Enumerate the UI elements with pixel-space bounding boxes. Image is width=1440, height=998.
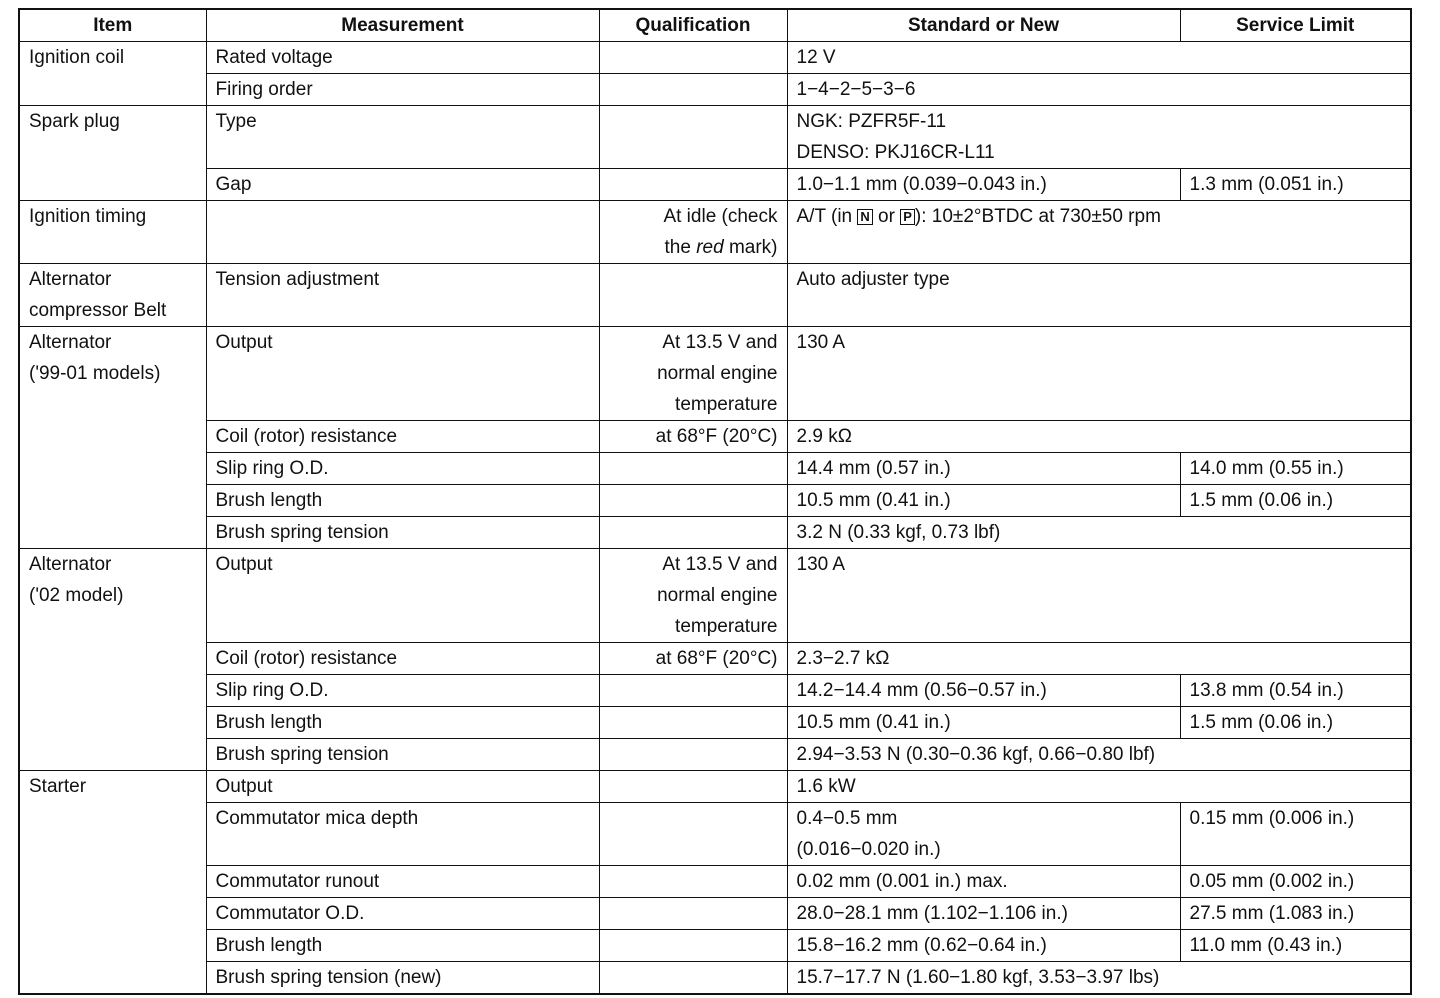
- standard-cell: 1.0−1.1 mm (0.039−0.043 in.): [787, 169, 1180, 201]
- standard-cell: 15.7−17.7 N (1.60−1.80 kgf, 3.53−3.97 lbs): [787, 962, 1411, 995]
- standard-cell: 1.6 kW: [787, 771, 1411, 803]
- neutral-gear-icon: N: [857, 209, 872, 225]
- qualification-cell: [599, 74, 787, 106]
- measurement-cell: Type: [206, 106, 599, 169]
- standard-cell: 0.02 mm (0.001 in.) max.: [787, 866, 1180, 898]
- measurement-cell: Gap: [206, 169, 599, 201]
- measurement-cell: Output: [206, 549, 599, 643]
- standard-cell: 2.3−2.7 kΩ: [787, 643, 1411, 675]
- table-row: [19, 201, 1411, 264]
- service-limit-cell: 0.15 mm (0.006 in.): [1180, 803, 1411, 866]
- qualification-cell: [599, 169, 787, 201]
- measurement-cell: Rated voltage: [206, 42, 599, 74]
- standard-cell: 130 A: [787, 549, 1411, 643]
- qualification-cell: [599, 264, 787, 327]
- qualification-cell: [599, 675, 787, 707]
- item-cell: Ignition timing: [19, 201, 206, 264]
- spec-table: [18, 8, 1412, 995]
- qualification-cell: at 68°F (20°C): [599, 643, 787, 675]
- qualification-cell: [599, 201, 787, 264]
- service-limit-cell: 1.5 mm (0.06 in.): [1180, 485, 1411, 517]
- table-row: [19, 453, 1411, 485]
- measurement-cell: Coil (rotor) resistance: [206, 421, 599, 453]
- qualification-cell: [599, 739, 787, 771]
- table-row: [19, 74, 1411, 106]
- service-limit-cell: 13.8 mm (0.54 in.): [1180, 675, 1411, 707]
- table-row: [19, 643, 1411, 675]
- standard-cell: 28.0−28.1 mm (1.102−1.106 in.): [787, 898, 1180, 930]
- table-row: [19, 707, 1411, 739]
- table-row: [19, 421, 1411, 453]
- qualification-cell: At 13.5 V and normal engine temperature: [599, 327, 787, 421]
- standard-cell: 1−4−2−5−3−6: [787, 74, 1411, 106]
- standard-cell: 10.5 mm (0.41 in.): [787, 485, 1180, 517]
- qualification-cell: [599, 517, 787, 549]
- table-row: [19, 866, 1411, 898]
- measurement-cell: Commutator O.D.: [206, 898, 599, 930]
- standard-text: ): 10±2°BTDC at 730±50 rpm: [914, 206, 1161, 227]
- qualification-cell: [599, 771, 787, 803]
- header-qualification: Qualification: [599, 9, 787, 42]
- header-service-limit: Service Limit: [1180, 9, 1411, 42]
- table-row: [19, 42, 1411, 74]
- standard-cell: [787, 201, 1411, 264]
- measurement-cell: Output: [206, 771, 599, 803]
- qualification-cell: [599, 453, 787, 485]
- measurement-cell: Brush spring tension (new): [206, 962, 599, 995]
- standard-text: A/T (in: [796, 206, 858, 227]
- qualification-cell: [599, 106, 787, 169]
- measurement-cell: Commutator runout: [206, 866, 599, 898]
- service-limit-cell: 0.05 mm (0.002 in.): [1180, 866, 1411, 898]
- measurement-cell: Output: [206, 327, 599, 421]
- measurement-cell: Tension adjustment: [206, 264, 599, 327]
- measurement-cell: Coil (rotor) resistance: [206, 643, 599, 675]
- item-cell: Alternator ('99-01 models): [19, 327, 206, 549]
- qualification-cell: [599, 962, 787, 995]
- standard-cell: 14.4 mm (0.57 in.): [787, 453, 1180, 485]
- item-cell: Alternator ('02 model): [19, 549, 206, 771]
- service-limit-cell: 1.3 mm (0.051 in.): [1180, 169, 1411, 201]
- standard-cell: Auto adjuster type: [787, 264, 1411, 327]
- item-cell: Ignition coil: [19, 42, 206, 106]
- standard-cell: 15.8−16.2 mm (0.62−0.64 in.): [787, 930, 1180, 962]
- park-gear-icon: P: [900, 209, 915, 225]
- standard-cell: 0.4−0.5 mm (0.016−0.020 in.): [787, 803, 1180, 866]
- measurement-cell: [206, 201, 599, 264]
- qualification-cell: [599, 866, 787, 898]
- qualification-cell: At 13.5 V and normal engine temperature: [599, 549, 787, 643]
- table-row: [19, 803, 1411, 866]
- header-standard: Standard or New: [787, 9, 1180, 42]
- item-cell: Starter: [19, 771, 206, 995]
- qualification-cell: [599, 930, 787, 962]
- table-row: [19, 485, 1411, 517]
- standard-cell: 2.9 kΩ: [787, 421, 1411, 453]
- service-limit-cell: 14.0 mm (0.55 in.): [1180, 453, 1411, 485]
- table-row: [19, 264, 1411, 327]
- standard-cell: 3.2 N (0.33 kgf, 0.73 lbf): [787, 517, 1411, 549]
- standard-cell: 10.5 mm (0.41 in.): [787, 707, 1180, 739]
- measurement-cell: Slip ring O.D.: [206, 453, 599, 485]
- service-limit-cell: 1.5 mm (0.06 in.): [1180, 707, 1411, 739]
- standard-cell: 2.94−3.53 N (0.30−0.36 kgf, 0.66−0.80 lbf): [787, 739, 1411, 771]
- table-row: [19, 549, 1411, 643]
- measurement-cell: Commutator mica depth: [206, 803, 599, 866]
- measurement-cell: Brush length: [206, 930, 599, 962]
- table-row: [19, 962, 1411, 995]
- standard-cell: 12 V: [787, 42, 1411, 74]
- qualification-text: mark): [723, 237, 778, 258]
- table-row: [19, 169, 1411, 201]
- table-row: [19, 675, 1411, 707]
- standard-cell: 14.2−14.4 mm (0.56−0.57 in.): [787, 675, 1180, 707]
- table-row: [19, 898, 1411, 930]
- qualification-cell: [599, 707, 787, 739]
- header-measurement: Measurement: [206, 9, 599, 42]
- standard-text: or: [872, 206, 901, 227]
- table-row: [19, 739, 1411, 771]
- header-row: [19, 9, 1411, 42]
- qualification-emphasis: red: [696, 237, 724, 258]
- standard-cell: NGK: PZFR5F-11 DENSO: PKJ16CR-L11: [787, 106, 1411, 169]
- measurement-cell: Brush length: [206, 485, 599, 517]
- qualification-text: At idle (check the: [663, 206, 778, 258]
- qualification-cell: at 68°F (20°C): [599, 421, 787, 453]
- measurement-cell: Slip ring O.D.: [206, 675, 599, 707]
- table-row: [19, 930, 1411, 962]
- table-row: [19, 517, 1411, 549]
- measurement-cell: Brush spring tension: [206, 739, 599, 771]
- measurement-cell: Brush length: [206, 707, 599, 739]
- item-cell: Spark plug: [19, 106, 206, 201]
- table-row: [19, 327, 1411, 421]
- measurement-cell: Brush spring tension: [206, 517, 599, 549]
- qualification-cell: [599, 898, 787, 930]
- service-limit-cell: 11.0 mm (0.43 in.): [1180, 930, 1411, 962]
- table-row: [19, 771, 1411, 803]
- table-row: [19, 106, 1411, 169]
- item-cell: Alternator compressor Belt: [19, 264, 206, 327]
- qualification-cell: [599, 485, 787, 517]
- measurement-cell: Firing order: [206, 74, 599, 106]
- qualification-cell: [599, 42, 787, 74]
- standard-cell: 130 A: [787, 327, 1411, 421]
- header-item: Item: [19, 9, 206, 42]
- service-limit-cell: 27.5 mm (1.083 in.): [1180, 898, 1411, 930]
- qualification-cell: [599, 803, 787, 866]
